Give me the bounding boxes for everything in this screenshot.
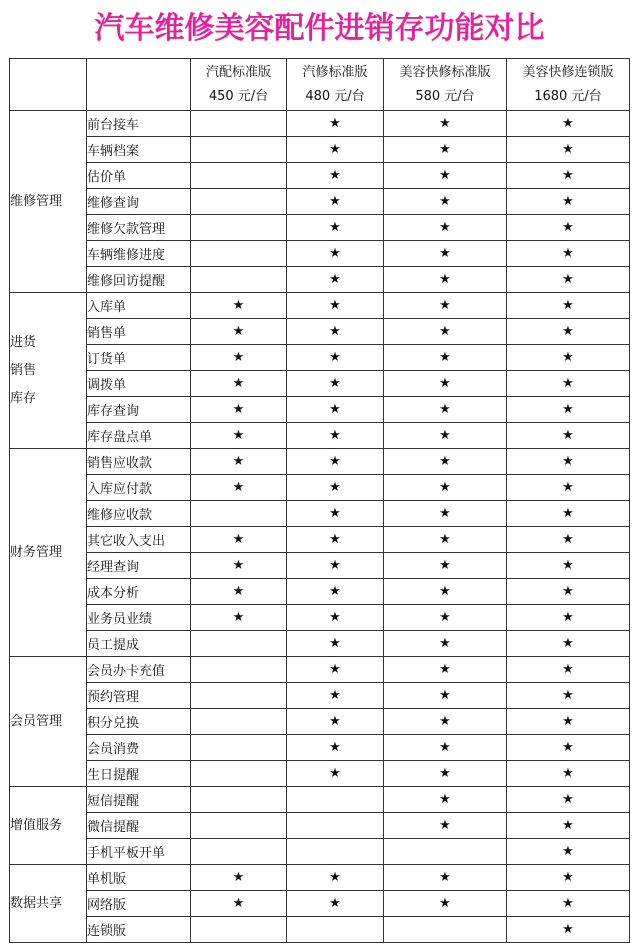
- star-icon: ★: [384, 241, 507, 267]
- empty-cell: [191, 709, 287, 735]
- star-icon: ★: [507, 449, 630, 475]
- star-icon: ★: [507, 839, 630, 865]
- star-icon: ★: [507, 137, 630, 163]
- star-icon: ★: [191, 293, 287, 319]
- star-icon: ★: [191, 605, 287, 631]
- star-icon: ★: [287, 345, 384, 371]
- edition-price: 1680 元/台: [534, 88, 602, 104]
- table-row: [10, 891, 630, 917]
- star-icon: ★: [384, 449, 507, 475]
- star-icon: ★: [507, 579, 630, 605]
- star-icon: ★: [287, 865, 384, 891]
- table-row: [10, 813, 630, 839]
- category-label: 维修管理: [10, 193, 63, 209]
- star-icon: ★: [507, 657, 630, 683]
- star-icon: ★: [287, 267, 384, 293]
- category-cell: [10, 293, 87, 449]
- table-row: [10, 787, 630, 813]
- feature-name: 库存查询: [87, 397, 191, 423]
- feature-name: 维修应收款: [87, 501, 191, 527]
- feature-name: 员工提成: [87, 631, 191, 657]
- star-icon: ★: [384, 709, 507, 735]
- table-row: [10, 865, 630, 891]
- star-icon: ★: [287, 319, 384, 345]
- star-icon: ★: [507, 319, 630, 345]
- feature-name: 单机版: [87, 865, 191, 891]
- star-icon: ★: [384, 891, 507, 917]
- empty-cell: [191, 761, 287, 787]
- star-icon: ★: [287, 241, 384, 267]
- table-row: [10, 293, 630, 319]
- table-row: [10, 215, 630, 241]
- edition-price: 480 元/台: [305, 88, 365, 104]
- star-icon: ★: [287, 631, 384, 657]
- star-icon: ★: [507, 111, 630, 137]
- star-icon: ★: [287, 501, 384, 527]
- table-row: [10, 137, 630, 163]
- category-label: 库存: [10, 390, 37, 406]
- feature-name: 短信提醒: [87, 787, 191, 813]
- empty-cell: [191, 163, 287, 189]
- star-icon: ★: [507, 761, 630, 787]
- edition-name: 汽配标准版: [205, 64, 271, 80]
- empty-cell: [191, 735, 287, 761]
- star-icon: ★: [191, 891, 287, 917]
- empty-cell: [191, 917, 287, 943]
- table-row: [10, 241, 630, 267]
- feature-name: 网络版: [87, 891, 191, 917]
- star-icon: ★: [384, 527, 507, 553]
- table-row: [10, 371, 630, 397]
- empty-cell: [191, 501, 287, 527]
- star-icon: ★: [384, 189, 507, 215]
- feature-name: 成本分析: [87, 579, 191, 605]
- table-row: [10, 345, 630, 371]
- star-icon: ★: [384, 371, 507, 397]
- star-icon: ★: [287, 709, 384, 735]
- star-icon: ★: [384, 787, 507, 813]
- star-icon: ★: [384, 319, 507, 345]
- star-icon: ★: [191, 449, 287, 475]
- star-icon: ★: [507, 163, 630, 189]
- feature-header-cell: [87, 59, 191, 111]
- star-icon: ★: [384, 163, 507, 189]
- star-icon: ★: [384, 267, 507, 293]
- star-icon: ★: [507, 813, 630, 839]
- empty-cell: [191, 683, 287, 709]
- star-icon: ★: [384, 111, 507, 137]
- empty-cell: [191, 241, 287, 267]
- feature-name: 车辆维修进度: [87, 241, 191, 267]
- category-cell: [10, 657, 87, 787]
- star-icon: ★: [507, 683, 630, 709]
- star-icon: ★: [507, 475, 630, 501]
- star-icon: ★: [287, 475, 384, 501]
- empty-cell: [191, 137, 287, 163]
- star-icon: ★: [384, 761, 507, 787]
- table-row: [10, 631, 630, 657]
- empty-cell: [191, 215, 287, 241]
- header-row: [10, 59, 630, 111]
- star-icon: ★: [507, 501, 630, 527]
- empty-cell: [191, 189, 287, 215]
- table-row: [10, 111, 630, 137]
- empty-cell: [191, 839, 287, 865]
- star-icon: ★: [384, 293, 507, 319]
- feature-name: 会员办卡充值: [87, 657, 191, 683]
- table-row: [10, 189, 630, 215]
- star-icon: ★: [384, 813, 507, 839]
- feature-comparison-table: [9, 58, 630, 943]
- feature-name: 入库单: [87, 293, 191, 319]
- table-row: [10, 527, 630, 553]
- star-icon: ★: [287, 137, 384, 163]
- star-icon: ★: [507, 345, 630, 371]
- star-icon: ★: [191, 579, 287, 605]
- star-icon: ★: [507, 865, 630, 891]
- star-icon: ★: [384, 475, 507, 501]
- star-icon: ★: [507, 605, 630, 631]
- table-row: [10, 475, 630, 501]
- star-icon: ★: [287, 371, 384, 397]
- empty-cell: [191, 813, 287, 839]
- table-row: [10, 319, 630, 345]
- feature-name: 生日提醒: [87, 761, 191, 787]
- empty-cell: [191, 267, 287, 293]
- corner-cell: [10, 59, 87, 111]
- star-icon: ★: [507, 293, 630, 319]
- empty-cell: [191, 657, 287, 683]
- star-icon: ★: [384, 657, 507, 683]
- table-row: [10, 683, 630, 709]
- feature-name: 前台接车: [87, 111, 191, 137]
- star-icon: ★: [287, 527, 384, 553]
- edition-header: [507, 59, 630, 111]
- table-row: [10, 449, 630, 475]
- star-icon: ★: [287, 657, 384, 683]
- category-cell: [10, 865, 87, 943]
- empty-cell: [384, 839, 507, 865]
- edition-header: [191, 59, 287, 111]
- feature-name: 车辆档案: [87, 137, 191, 163]
- star-icon: ★: [507, 787, 630, 813]
- table-row: [10, 163, 630, 189]
- table-row: [10, 839, 630, 865]
- table-row: [10, 605, 630, 631]
- feature-name: 维修回访提醒: [87, 267, 191, 293]
- star-icon: ★: [287, 397, 384, 423]
- star-icon: ★: [191, 319, 287, 345]
- edition-header: [287, 59, 384, 111]
- star-icon: ★: [384, 397, 507, 423]
- star-icon: ★: [287, 293, 384, 319]
- edition-name: 汽修标准版: [302, 64, 368, 80]
- star-icon: ★: [507, 735, 630, 761]
- star-icon: ★: [507, 397, 630, 423]
- feature-name: 估价单: [87, 163, 191, 189]
- empty-cell: [191, 111, 287, 137]
- category-cell: [10, 111, 87, 293]
- feature-name: 业务员业绩: [87, 605, 191, 631]
- star-icon: ★: [507, 709, 630, 735]
- feature-name: 预约管理: [87, 683, 191, 709]
- star-icon: ★: [287, 735, 384, 761]
- table-row: [10, 423, 630, 449]
- star-icon: ★: [384, 683, 507, 709]
- feature-name: 销售应收款: [87, 449, 191, 475]
- star-icon: ★: [287, 553, 384, 579]
- feature-name: 会员消费: [87, 735, 191, 761]
- star-icon: ★: [507, 215, 630, 241]
- star-icon: ★: [384, 137, 507, 163]
- star-icon: ★: [287, 189, 384, 215]
- star-icon: ★: [287, 163, 384, 189]
- star-icon: ★: [191, 345, 287, 371]
- table-row: [10, 397, 630, 423]
- feature-name: 调拨单: [87, 371, 191, 397]
- edition-name: 美容快修连锁版: [522, 64, 614, 80]
- star-icon: ★: [507, 189, 630, 215]
- category-cell: [10, 449, 87, 657]
- star-icon: ★: [384, 579, 507, 605]
- empty-cell: [287, 917, 384, 943]
- feature-name: 库存盘点单: [87, 423, 191, 449]
- star-icon: ★: [191, 865, 287, 891]
- star-icon: ★: [191, 371, 287, 397]
- table-row: [10, 735, 630, 761]
- category-cell: [10, 787, 87, 865]
- page-title: 汽车维修美容配件进销存功能对比: [94, 11, 545, 46]
- star-icon: ★: [507, 371, 630, 397]
- feature-name: 维修查询: [87, 189, 191, 215]
- empty-cell: [287, 839, 384, 865]
- star-icon: ★: [384, 631, 507, 657]
- star-icon: ★: [287, 761, 384, 787]
- feature-name: 连锁版: [87, 917, 191, 943]
- star-icon: ★: [287, 891, 384, 917]
- star-icon: ★: [384, 735, 507, 761]
- edition-header: [384, 59, 507, 111]
- star-icon: ★: [191, 397, 287, 423]
- category-label: 增值服务: [10, 817, 63, 833]
- empty-cell: [191, 787, 287, 813]
- table-row: [10, 761, 630, 787]
- feature-name: 其它收入支出: [87, 527, 191, 553]
- empty-cell: [384, 917, 507, 943]
- star-icon: ★: [507, 527, 630, 553]
- empty-cell: [191, 631, 287, 657]
- feature-name: 维修欠款管理: [87, 215, 191, 241]
- star-icon: ★: [384, 423, 507, 449]
- edition-price: 580 元/台: [415, 88, 475, 104]
- star-icon: ★: [191, 553, 287, 579]
- table-row: [10, 553, 630, 579]
- star-icon: ★: [287, 605, 384, 631]
- star-icon: ★: [507, 553, 630, 579]
- category-label: 财务管理: [10, 544, 63, 560]
- star-icon: ★: [507, 891, 630, 917]
- star-icon: ★: [287, 683, 384, 709]
- table-row: [10, 501, 630, 527]
- star-icon: ★: [507, 631, 630, 657]
- category-label: 销售: [10, 362, 37, 378]
- star-icon: ★: [191, 527, 287, 553]
- star-icon: ★: [384, 215, 507, 241]
- star-icon: ★: [384, 345, 507, 371]
- category-label: 数据共享: [10, 895, 63, 911]
- star-icon: ★: [507, 917, 630, 943]
- star-icon: ★: [507, 241, 630, 267]
- table-row: [10, 657, 630, 683]
- table-body: [10, 59, 630, 943]
- edition-name: 美容快修标准版: [399, 64, 491, 80]
- feature-name: 微信提醒: [87, 813, 191, 839]
- edition-price: 450 元/台: [208, 88, 269, 104]
- feature-name: 经理查询: [87, 553, 191, 579]
- star-icon: ★: [384, 605, 507, 631]
- star-icon: ★: [384, 553, 507, 579]
- star-icon: ★: [507, 423, 630, 449]
- star-icon: ★: [287, 215, 384, 241]
- star-icon: ★: [191, 423, 287, 449]
- star-icon: ★: [384, 501, 507, 527]
- category-label: 会员管理: [10, 713, 63, 729]
- star-icon: ★: [287, 449, 384, 475]
- star-icon: ★: [287, 579, 384, 605]
- empty-cell: [287, 813, 384, 839]
- table-row: [10, 917, 630, 943]
- feature-name: 手机平板开单: [87, 839, 191, 865]
- empty-cell: [287, 787, 384, 813]
- star-icon: ★: [384, 865, 507, 891]
- table-row: [10, 267, 630, 293]
- feature-name: 销售单: [87, 319, 191, 345]
- feature-name: 积分兑换: [87, 709, 191, 735]
- star-icon: ★: [287, 111, 384, 137]
- table-row: [10, 579, 630, 605]
- star-icon: ★: [507, 267, 630, 293]
- star-icon: ★: [191, 475, 287, 501]
- feature-name: 订货单: [87, 345, 191, 371]
- category-label: 进货: [10, 334, 37, 350]
- feature-name: 入库应付款: [87, 475, 191, 501]
- table-row: [10, 709, 630, 735]
- star-icon: ★: [287, 423, 384, 449]
